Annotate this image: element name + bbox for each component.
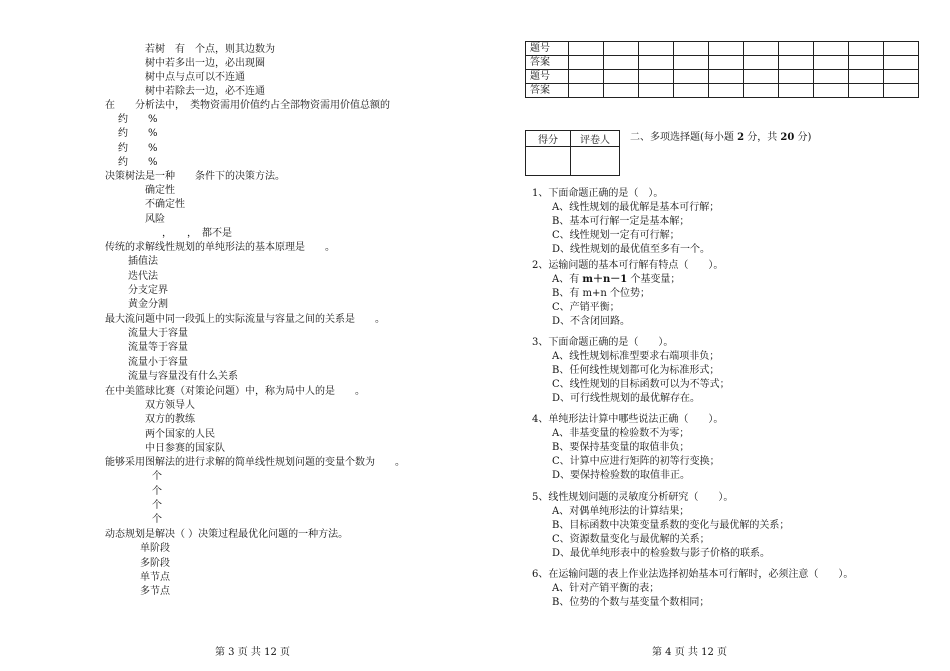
option-text: 约 % (118, 114, 158, 125)
question-text: 决策树法是一种 条件下的决策方法。 (105, 171, 285, 182)
answer-cell (744, 42, 779, 56)
option-formula: m＋n－1 (582, 274, 628, 285)
question-text: 最大流问题中同一段弧上的实际流量与容量之间的关系是 。 (105, 314, 385, 325)
question-text: 6、在运输问题的表上作业法选择初始基本可行解时，必须注意（ ）。 (532, 569, 854, 580)
answer-cell (744, 56, 779, 70)
option-text: 黄金分割 (128, 299, 168, 310)
answer-cell (849, 84, 884, 98)
answer-cell (709, 84, 744, 98)
question-text: 传统的求解线性规划的单纯形法的基本原理是 。 (105, 242, 335, 253)
table-row (526, 84, 919, 98)
option-text: 个 (152, 500, 162, 511)
option-text: ， ， 都不是 (162, 228, 232, 239)
option-text: D、线性规划的最优值至多有一个。 (552, 244, 711, 255)
question-text: 在中美篮球比赛（对策论问题）中，称为局中人的是 。 (105, 386, 365, 397)
row-label: 题号 (526, 70, 569, 84)
text-line: 树中点与点可以不连通 (145, 72, 245, 83)
score-cell (526, 147, 571, 176)
option-text: 分支定界 (128, 285, 168, 296)
option-text: 多阶段 (140, 558, 170, 569)
option-text: B、目标函数中决策变量系数的变化与最优解的关系； (552, 520, 790, 531)
option-text: B、基本可行解一定是基本解； (552, 216, 690, 227)
row-label: 答案 (526, 56, 569, 70)
answer-cell (744, 84, 779, 98)
option-text: D、最优单纯形表中的检验数与影子价格的联系。 (552, 548, 771, 559)
answer-cell (779, 56, 814, 70)
option-text (552, 274, 680, 286)
answer-cell (639, 42, 674, 56)
option-text: A、线性规划的最优解是基本可行解； (552, 202, 720, 213)
section-title-number: 2 (737, 132, 745, 143)
answer-cell (604, 42, 639, 56)
option-text: C、计算中应进行矩阵的初等行变换； (552, 456, 720, 467)
answer-cell (709, 70, 744, 84)
option-text: C、线性规划的目标函数可以为不等式； (552, 379, 730, 390)
row-label: 答案 (526, 84, 569, 98)
option-text: B、任何线性规划都可化为标准形式； (552, 365, 720, 376)
answer-cell (674, 70, 709, 84)
answer-cell (709, 42, 744, 56)
option-text: 个 (152, 471, 162, 482)
option-text: 确定性 (145, 185, 175, 196)
question-text: 3、下面命题正确的是（ ）。 (532, 337, 674, 348)
answer-cell (814, 42, 849, 56)
answer-cell (639, 70, 674, 84)
question-text: 5、线性规划问题的灵敏度分析研究（ ）。 (532, 492, 734, 503)
text-line: 若树 有 个点，则其边数为 (145, 44, 275, 55)
option-text: C、产销平衡； (552, 302, 620, 313)
option-part: 、有 (559, 274, 583, 285)
option-text: 不确定性 (145, 199, 185, 210)
option-text: 单阶段 (140, 543, 170, 554)
page-footer: 第 4 页 共 12 页 (652, 647, 727, 658)
option-text: 约 % (118, 128, 158, 139)
option-text: A、针对产销平衡的表； (552, 583, 660, 594)
row-label: 题号 (526, 42, 569, 56)
answer-cell (569, 70, 604, 84)
section-title-part: 分，共 (744, 132, 781, 143)
section-title-number: 20 (780, 132, 795, 143)
option-text: A、线性规划标准型要求右端项非负； (552, 351, 720, 362)
grader-header: 评卷人 (571, 131, 620, 147)
answer-cell (569, 84, 604, 98)
option-text: 个 (152, 486, 162, 497)
option-text: B、位势的个数与基变量个数相同； (552, 597, 710, 608)
option-text: 风险 (145, 214, 165, 225)
answer-cell (884, 70, 919, 84)
answer-cell (884, 56, 919, 70)
score-header: 得分 (526, 131, 571, 147)
option-text: A、对偶单纯形法的计算结果； (552, 506, 690, 517)
question-text: 动态规划是解决（ ）决策过程最优化问题的一种方法。 (105, 529, 349, 540)
option-text: D、可行线性规划的最优解存在。 (552, 393, 701, 404)
option-text: 双方的教练 (145, 414, 195, 425)
option-text: D、不含闭回路。 (552, 316, 631, 327)
answer-cell (674, 56, 709, 70)
answer-cell (604, 56, 639, 70)
answer-cell (639, 56, 674, 70)
answer-cell (779, 84, 814, 98)
answer-cell (814, 70, 849, 84)
option-text: C、资源数量变化与最优解的关系； (552, 534, 710, 545)
option-text: 两个国家的人民 (145, 429, 215, 440)
answer-cell (779, 42, 814, 56)
option-text: A、非基变量的检验数不为零； (552, 428, 690, 439)
page-footer: 第 3 页 共 12 页 (215, 647, 290, 658)
option-part: 个基变量； (627, 274, 681, 285)
grader-cell (571, 147, 620, 176)
answer-cell (569, 42, 604, 56)
option-text: 双方领导人 (145, 400, 195, 411)
answer-cell (639, 84, 674, 98)
option-text: 流量大于容量 (128, 328, 188, 339)
question-text: 2、运输问题的基本可行解有特点（ ）。 (532, 260, 724, 271)
answer-cell (814, 56, 849, 70)
option-text: 插值法 (128, 256, 158, 267)
question-text: 1、下面命题正确的是（ ）。 (532, 188, 664, 199)
text-line: 树中若除去一边，必不连通 (145, 86, 265, 97)
option-text: 流量与容量没有什么关系 (128, 371, 238, 382)
option-text: 个 (152, 514, 162, 525)
option-text: 约 % (118, 157, 158, 168)
option-letter: A (552, 274, 560, 285)
option-text: 中日参赛的国家队 (145, 443, 225, 454)
answer-cell (709, 56, 744, 70)
answer-cell (604, 70, 639, 84)
option-text: 单节点 (140, 572, 170, 583)
answer-cell (779, 70, 814, 84)
answer-cell (884, 84, 919, 98)
text-line: 树中若多出一边，必出现圈 (145, 58, 265, 69)
table-row (526, 42, 919, 56)
answer-cell (849, 56, 884, 70)
question-text: 能够采用图解法的进行求解的简单线性规划问题的变量个数为 。 (105, 457, 405, 468)
answer-cell (744, 70, 779, 84)
question-text: 4、单纯形法计算中哪些说法正确（ ）。 (532, 414, 724, 425)
answer-grid (525, 41, 919, 98)
answer-cell (814, 84, 849, 98)
table-row (526, 70, 919, 84)
section-title (630, 132, 811, 144)
option-text: B、要保持基变量的取值非负； (552, 442, 690, 453)
table-row (526, 56, 919, 70)
option-text: B、有 m+n 个位势； (552, 288, 651, 299)
question-text: 在 分析法中， 类物资需用价值约占全部物资需用价值总额的 (105, 100, 390, 111)
answer-cell (604, 84, 639, 98)
answer-cell (674, 42, 709, 56)
option-text: 流量等于容量 (128, 342, 188, 353)
answer-cell (849, 70, 884, 84)
option-text: 多节点 (140, 586, 170, 597)
score-box (525, 130, 620, 176)
answer-cell (849, 42, 884, 56)
option-text: 迭代法 (128, 271, 158, 282)
section-title-part: 二、多项选择题(每小题 (630, 132, 738, 143)
answer-cell (674, 84, 709, 98)
option-text: C、线性规划一定有可行解； (552, 230, 680, 241)
option-text: D、要保持检验数的取值非正。 (552, 470, 691, 481)
answer-cell (569, 56, 604, 70)
option-text: 约 % (118, 143, 158, 154)
option-text: 流量小于容量 (128, 357, 188, 368)
section-title-part: 分) (794, 132, 812, 143)
answer-cell (884, 42, 919, 56)
